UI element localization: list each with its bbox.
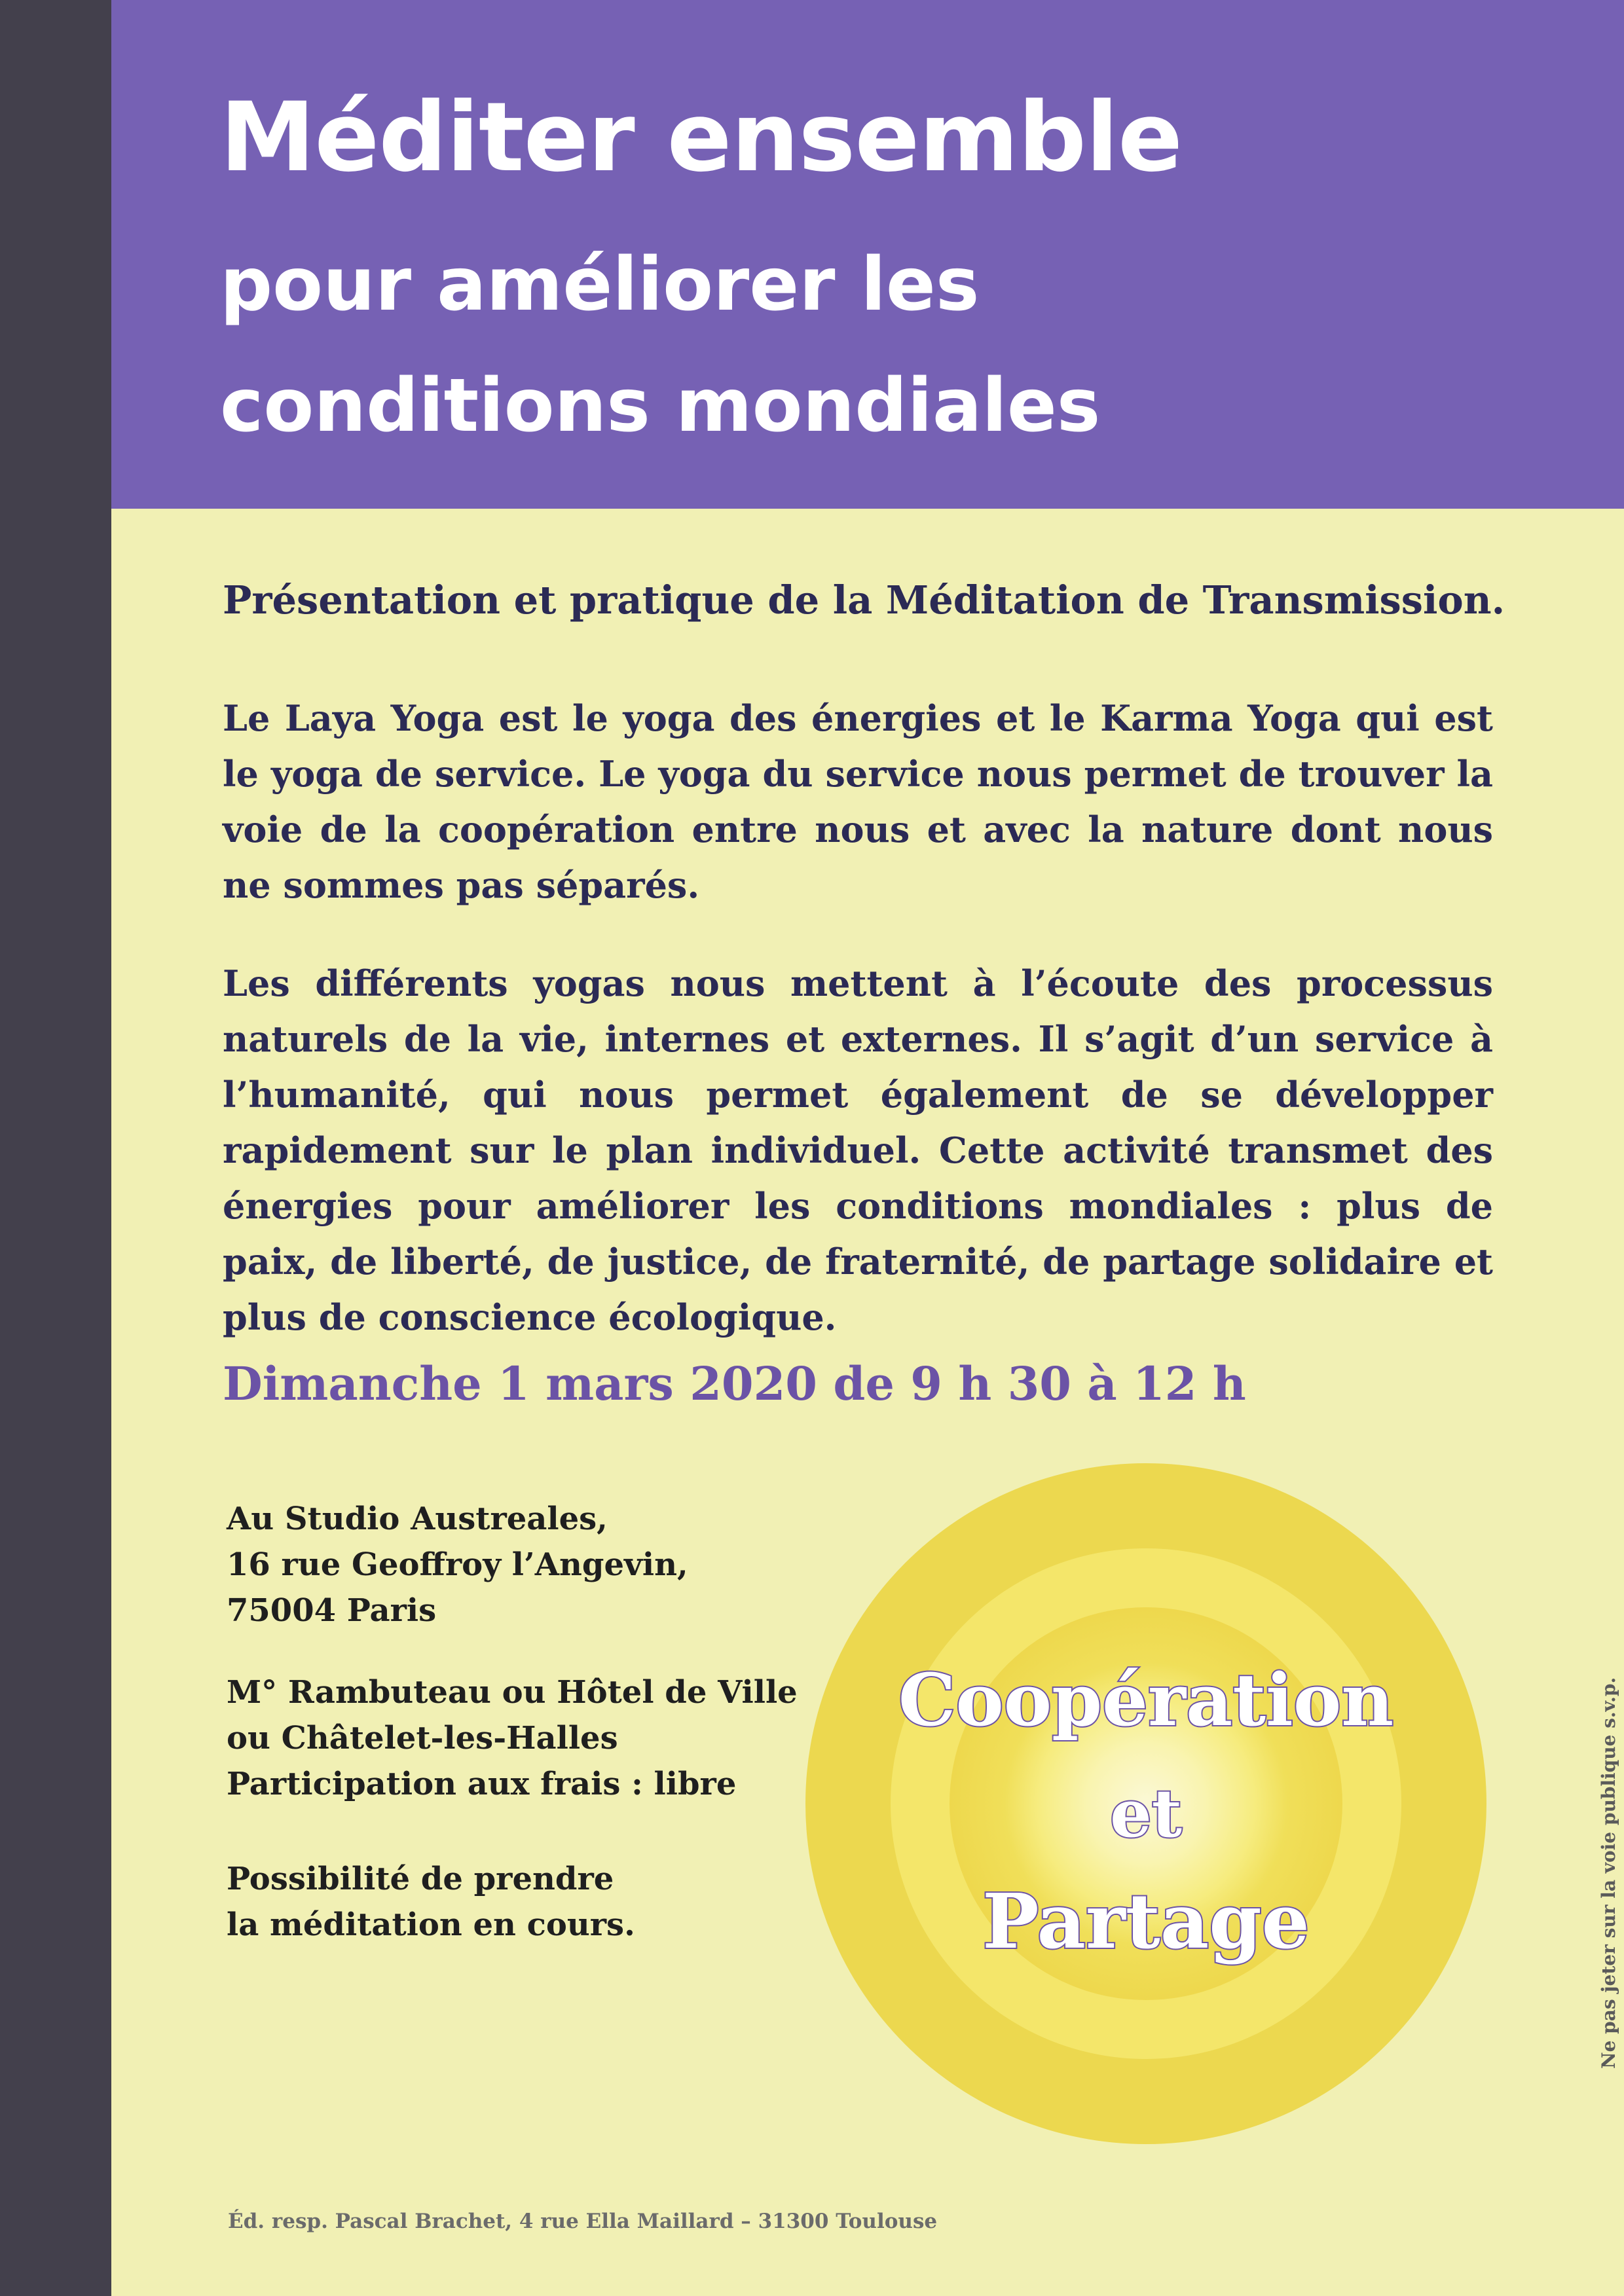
access-line: ou Châtelet-les-Halles [227, 1720, 618, 1757]
sun-emblem [805, 1463, 1486, 2144]
left-sidebar-band [0, 0, 111, 2296]
paragraph-yoga: Le Laya Yoga est le yoga des énergies et le Karma Yoga qui est le yoga de service. Le yoga du service nous permet de trouver la voie de la coopération entre nous et avec la nature dont nous ne sommes pas séparés. [223, 697, 1493, 906]
address-line: 75004 Paris [227, 1592, 437, 1629]
address-block [227, 1496, 688, 1633]
note-block [227, 1856, 635, 1948]
paragraph-yogas: Les différents yogas nous mettent à l’écoute des processus naturels de la vie, internes et externes. Il s’agit d’un service à l’humanité, qui nous permet également de se développer rapidement sur le plan individuel. Cette activité transmet des énergies pour améliorer les conditions mondiales : plus de paix, de liberté, de justice, de fraternité, de partage solidaire et plus de conscience écologique. [223, 962, 1493, 1338]
address-line: Au Studio Austreales, [227, 1501, 608, 1537]
event-date: Dimanche 1 mars 2020 de 9 h 30 à 12 h [223, 1357, 1246, 1411]
access-line: M° Rambuteau ou Hôtel de Ville [227, 1674, 798, 1711]
note-line: la méditation en cours. [227, 1906, 635, 1943]
page-title: Méditer ensemble [220, 82, 1183, 193]
side-note: Ne pas jeter sur la voie publique s.v.p. [1598, 1677, 1619, 2069]
footer-credit: Éd. resp. Pascal Brachet, 4 rue Ella Maillard – 31300 Toulouse [228, 2210, 938, 2233]
address-line: 16 rue Geoffroy l’Angevin, [227, 1546, 688, 1583]
subtitle-line-1: pour améliorer les [220, 242, 980, 327]
fee-line: Participation aux frais : libre [227, 1766, 737, 1802]
sun-word-partage: Partage [982, 1878, 1310, 1966]
sun-word-et: et [1110, 1775, 1182, 1852]
lead-heading: Présentation et pratique de la Méditation de Transmission. [223, 577, 1505, 623]
note-line: Possibilité de prendre [227, 1861, 614, 1897]
sun-word-cooperation: Coopération [898, 1658, 1394, 1742]
access-block [227, 1669, 798, 1807]
subtitle-line-2: conditions mondiales [220, 363, 1101, 448]
